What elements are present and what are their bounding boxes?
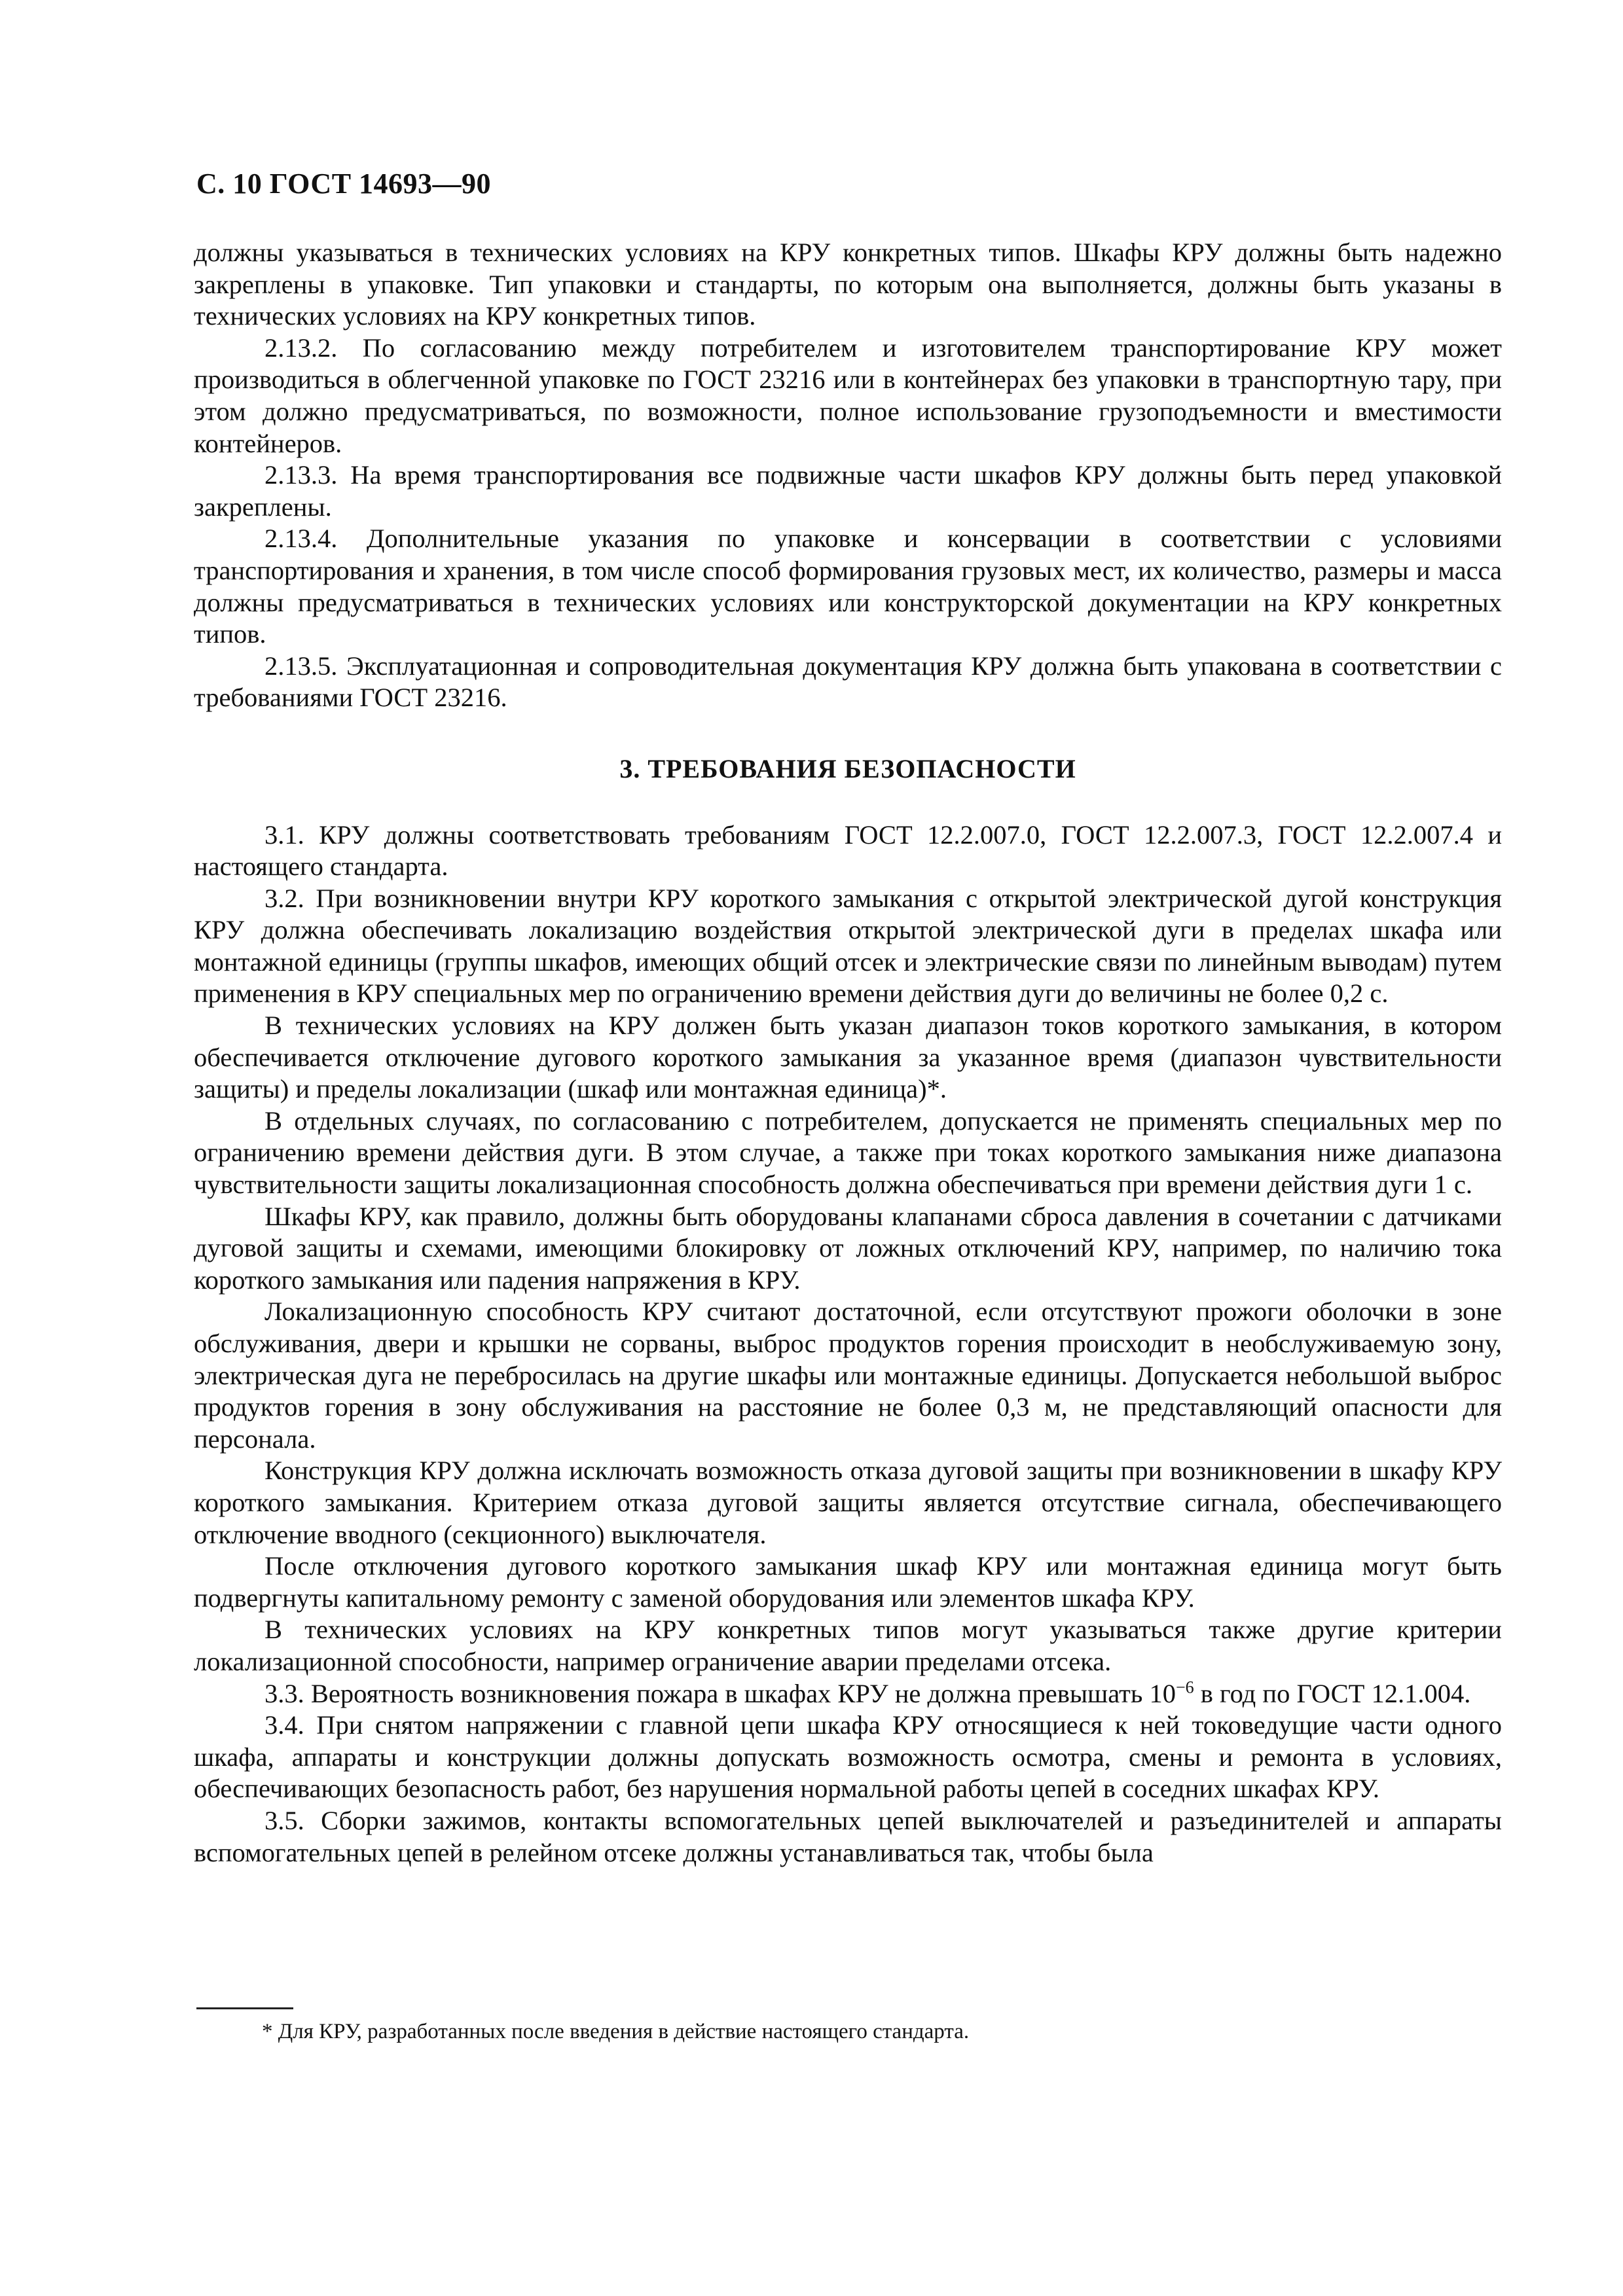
paragraph-3-3-exponent: −6	[1175, 1677, 1194, 1697]
paragraph-3-2-exceptions: В отдельных случаях, по согласованию с потребителем, допускается не применять специальных мер по ограничению времени действия дуги. В этом случае, а также при токах короткого замыкания ниже диапазона чувствительности защиты локализационная способность должна обеспечиваться при времени действия дуги 1 с.	[194, 1105, 1502, 1200]
paragraph-3-3-text-after: в год по ГОСТ 12.1.004.	[1194, 1678, 1471, 1708]
section-title: 3. ТРЕБОВАНИЯ БЕЗОПАСНОСТИ	[619, 753, 1076, 783]
footnote-divider	[196, 2007, 293, 2009]
paragraph-3-3-text-before: 3.3. Вероятность возникновения пожара в шкафах КРУ не должна превышать 10	[264, 1678, 1176, 1708]
paragraph-3-3	[194, 1678, 1502, 1710]
paragraph-3-2-valves: Шкафы КРУ, как правило, должны быть оборудованы клапанами сброса давления в сочетании с датчиками дуговой защиты и схемами, имеющими блокировку от ложных отключений КРУ, например, по наличию тока короткого замыкания или падения напряжения в КРУ.	[194, 1201, 1502, 1295]
paragraph-3-2: 3.2. При возникновении внутри КРУ короткого замыкания с открытой электрической дугой конструкция КРУ должна обеспечивать локализацию воздействия открытой электрической дуги в пределах шкафа или монтажной единицы (группы шкафов, имеющих общий отсек и электрические связи по линейным выводам) путем применения в КРУ специальных мер по ограничению времени действия дуги до величины не более 0,2 с.	[194, 883, 1502, 1009]
paragraph-3-2-localization: Локализационную способность КРУ считают достаточной, если отсутствуют прожоги оболочки в зоне обслуживания, двери и крышки не сорваны, выброс продуктов горения происходит в необслуживаемую зону, электрическая дуга не перебросилась на другие шкафы или монтажные единицы. Допускается небольшой выброс продуктов горения в зону обслуживания на расстояние не более 0,3 м, не представляющий опасности для персонала.	[194, 1297, 1502, 1454]
paragraph-3-2-protection: Конструкция КРУ должна исключать возможность отказа дуговой защиты при возникновении в шкафу КРУ короткого замыкания. Критерием отказа дуговой защиты является отсутствие сигнала, обеспечивающего отключение вводного (секционного) выключателя.	[194, 1456, 1502, 1549]
paragraph-3-2-range: В технических условиях на КРУ должен быть указан диапазон токов короткого замыкания, в котором обеспечивается отключение дугового короткого замыкания за указанное время (диапазон чувствительности защиты) и пределы локализации (шкаф или монтажная единица)*.	[194, 1011, 1502, 1104]
page-header: С. 10 ГОСТ 14693—90	[196, 168, 492, 200]
paragraph-3-2-criteria: В технических условиях на КРУ конкретных типов могут указываться также другие критерии локализационной способности, например ограничение аварии пределами отсека.	[194, 1615, 1502, 1676]
paragraph-3-1: 3.1. КРУ должны соответствовать требованиям ГОСТ 12.2.007.0, ГОСТ 12.2.007.3, ГОСТ 12.2.007.4 и настоящего стандарта.	[194, 819, 1502, 882]
paragraph-2-13-5: 2.13.5. Эксплуатационная и сопроводительная документация КРУ должна быть упакована в соответствии с требованиями ГОСТ 23216.	[194, 651, 1502, 713]
paragraph-2-13-2: 2.13.2. По согласованию между потребителем и изготовителем транспортирование КРУ может производиться в облегченной упаковке по ГОСТ 23216 или в контейнерах без упаковки в транспортную тару, при этом должно предусматриваться, по возможности, полное использование грузоподъемности и вместимости контейнеров.	[194, 332, 1502, 458]
paragraph-3-4: 3.4. При снятом напряжении с главной цепи шкафа КРУ относящиеся к ней токоведущие части одного шкафа, аппараты и конструкции должны допускать возможность осмотра, смены и ремонта в условиях, обеспечивающих безопасность работ, без нарушения нормальной работы цепей в соседних шкафах КРУ.	[194, 1710, 1502, 1804]
paragraph-3-2-repair: После отключения дугового короткого замыкания шкаф КРУ или монтажная единица могут быть подвергнуты капитальному ремонту с заменой оборудования или элементов шкафа КРУ.	[194, 1551, 1502, 1613]
paragraph-continuation: должны указываться в технических условиях на КРУ конкретных типов. Шкафы КРУ должны быть надежно закреплены в упаковке. Тип упаковки и стандарты, по которым она выполняется, должны быть указаны в технических условиях на КРУ конкретных типов.	[194, 238, 1502, 331]
document-body	[194, 237, 1502, 1869]
paragraph-3-5: 3.5. Сборки зажимов, контакты вспомогательных цепей выключателей и разъединителей и аппараты вспомогательных цепей в релейном отсеке должны устанавливаться так, чтобы была	[194, 1805, 1502, 1867]
paragraph-2-13-3: 2.13.3. На время транспортирования все подвижные части шкафов КРУ должны быть перед упаковкой закреплены.	[194, 460, 1502, 522]
paragraph-2-13-4: 2.13.4. Дополнительные указания по упаковке и консервации в соответствии с условиями транспортирования и хранения, в том числе способ формирования грузовых мест, их количество, размеры и масса должны предусматриваться в технических условиях или конструкторской документации на КРУ конкретных типов.	[194, 524, 1502, 649]
footnote: * Для КРУ, разработанных после введения в действие настоящего стандарта.	[262, 2020, 970, 2043]
